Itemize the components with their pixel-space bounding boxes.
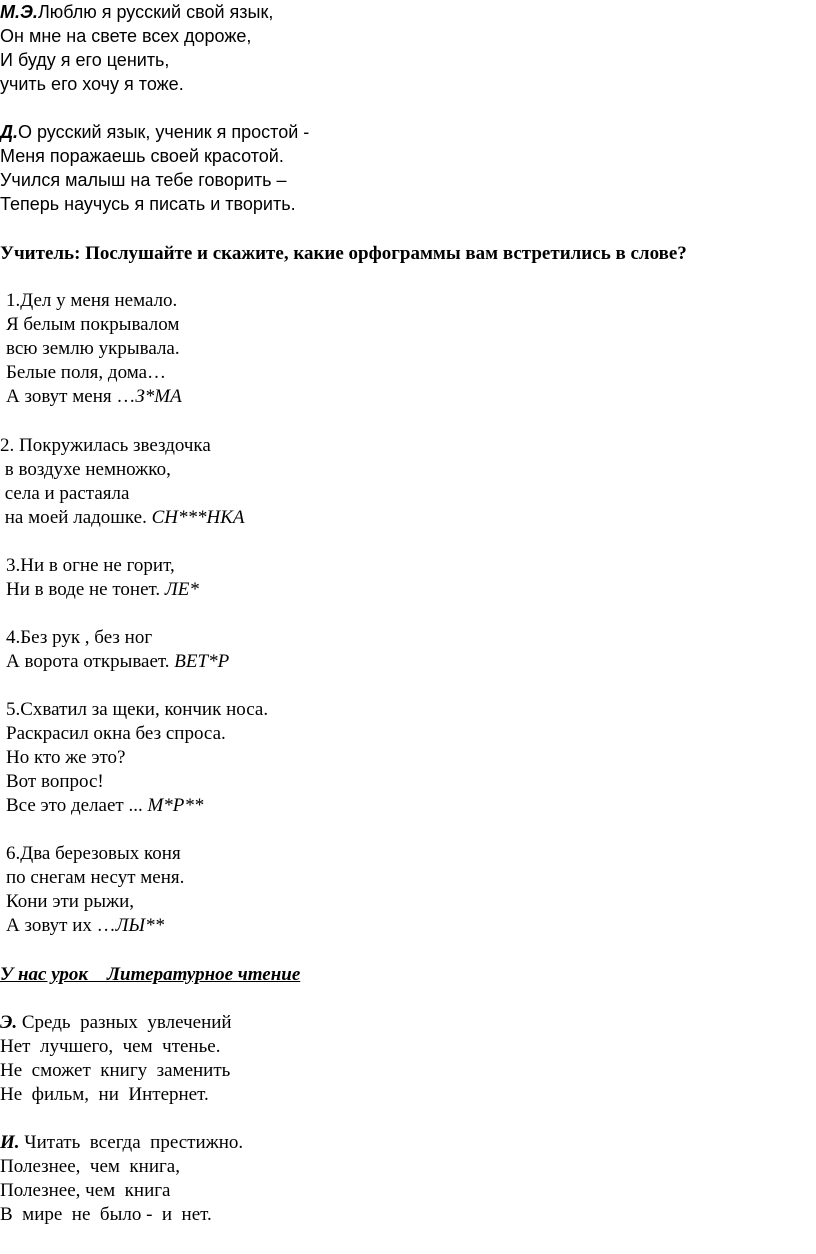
poem-line: Полезнее, чем книга, <box>0 1156 180 1177</box>
riddle-3 <box>0 554 199 602</box>
riddle-line: Я белым покрывалом <box>6 314 180 335</box>
riddle-line: всю землю укрывала. <box>6 338 180 359</box>
poem-line: Читать всегда престижно. <box>19 1132 244 1153</box>
riddle-line: 1.Дел у меня немало. <box>6 290 178 311</box>
poem-i <box>0 1131 243 1227</box>
riddle-4 <box>0 626 229 674</box>
poem-line: Не фильм, ни Интернет. <box>0 1084 209 1105</box>
poem-d <box>0 120 309 216</box>
riddle-line: 5.Схватил за щеки, кончик носа. <box>6 699 269 720</box>
poem-line: Люблю я русский свой язык, <box>37 2 274 22</box>
poem-line: Учился малыш на тебе говорить – <box>0 170 287 190</box>
riddle-line: села и растаяла <box>0 483 130 504</box>
riddle-line: А зовут их … <box>6 915 116 936</box>
riddle-line: 2. Покружилась звездочка <box>0 435 211 456</box>
riddle-2 <box>0 434 244 530</box>
riddle-line: Все это делает ... <box>6 795 148 816</box>
speaker-label: М.Э. <box>0 2 38 22</box>
poem-line: Теперь научусь я писать и творить. <box>0 194 296 214</box>
riddle-answer: ВЕТ*Р <box>174 651 230 672</box>
riddle-line: на моей ладошке. <box>0 507 152 528</box>
poem-line: И буду я его ценить, <box>0 50 170 70</box>
riddle-answer: СН***НКА <box>151 507 245 528</box>
poem-line: В мире не было - и нет. <box>0 1204 212 1225</box>
riddle-line: в воздухе немножко, <box>0 459 171 480</box>
riddle-line: А зовут меня … <box>6 386 136 407</box>
riddle-5 <box>0 698 268 818</box>
poem-line: Средь разных увлечений <box>17 1012 232 1033</box>
riddle-line: 6.Два березовых коня <box>6 843 181 864</box>
riddle-line: А ворота открывает. <box>6 651 175 672</box>
poem-line: учить его хочу я тоже. <box>0 74 184 94</box>
teacher-instruction <box>0 242 687 266</box>
riddle-1 <box>0 289 182 409</box>
speaker-label: Э. <box>0 1012 18 1033</box>
poem-line: Нет лучшего, чем чтенье. <box>0 1036 221 1057</box>
poem-e <box>0 1011 232 1107</box>
riddle-line: Вот вопрос! <box>6 771 104 792</box>
riddle-answer: ЛЕ* <box>164 579 199 600</box>
riddle-answer: М*Р** <box>147 795 204 816</box>
riddle-line: Белые поля, дома… <box>6 362 167 383</box>
riddle-line: Но кто же это? <box>6 747 126 768</box>
riddle-line: по снегам несут меня. <box>6 867 185 888</box>
speaker-label: И. <box>0 1132 20 1153</box>
teacher-text: Учитель: Послушайте и скажите, какие орфограммы вам встретились в слове? <box>0 243 687 264</box>
poem-line: Он мне на свете всех дороже, <box>0 26 252 46</box>
poem-line: Меня поражаешь своей красотой. <box>0 146 284 166</box>
riddle-line: Кони эти рыжи, <box>6 891 134 912</box>
lesson-heading <box>0 963 300 987</box>
riddle-line: 4.Без рук , без ног <box>6 627 153 648</box>
poem-line: О русский язык, ученик я простой - <box>18 122 310 142</box>
poem-line: Полезнее, чем книга <box>0 1180 171 1201</box>
lesson-heading-text: У нас урок Литературное чтение <box>0 964 301 985</box>
speaker-label: Д. <box>0 122 18 142</box>
riddle-answer: ЛЫ** <box>115 915 165 936</box>
poem-line: Не сможет книгу заменить <box>0 1060 231 1081</box>
poem-me <box>0 0 273 96</box>
riddle-answer: З*МА <box>135 386 182 407</box>
riddle-6 <box>0 842 184 938</box>
riddle-line: Ни в воде не тонет. <box>6 579 165 600</box>
riddle-line: Раскрасил окна без спроса. <box>6 723 226 744</box>
riddle-line: 3.Ни в огне не горит, <box>6 555 175 576</box>
